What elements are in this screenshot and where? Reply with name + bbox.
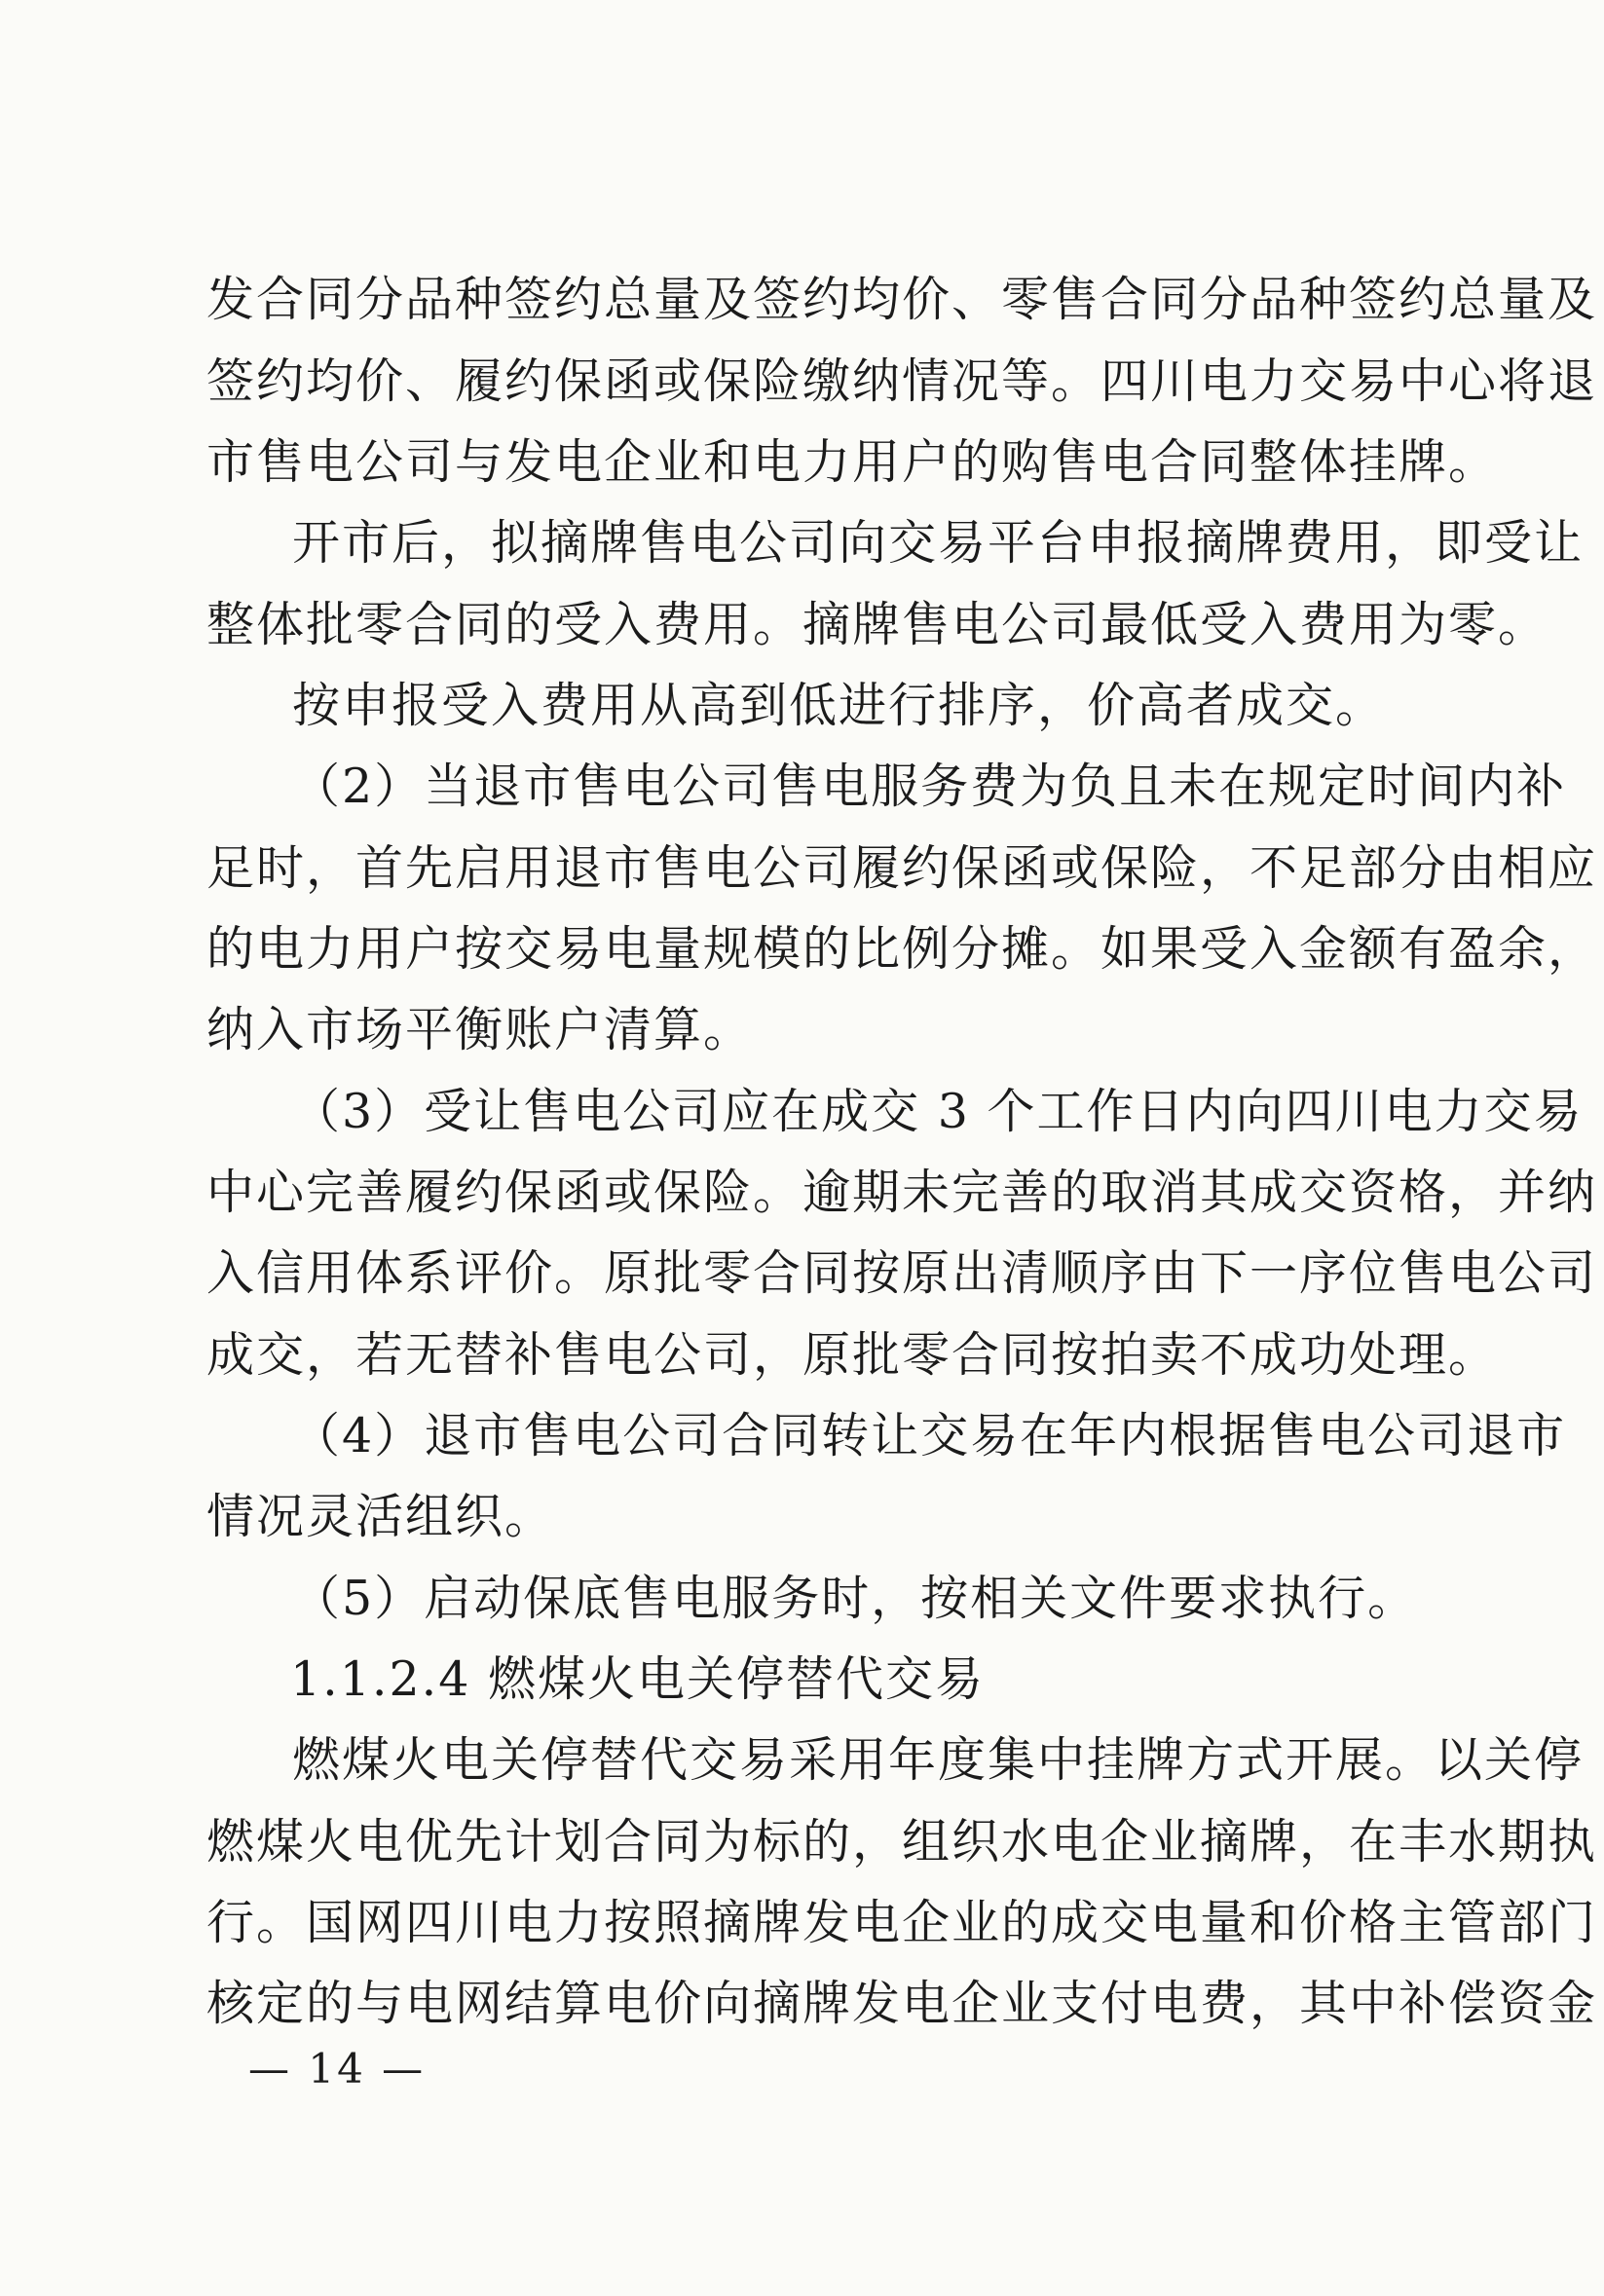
paragraph-line: 燃煤火电优先计划合同为标的，组织水电企业摘牌，在丰水期执 <box>206 1814 1598 1870</box>
paragraph-line: 的电力用户按交易电量规模的比例分摊。如果受入金额有盈余， <box>206 921 1598 977</box>
paragraph-line: 纳入市场平衡账户清算。 <box>206 1002 754 1057</box>
paragraph-line: 入信用体系评价。原批零合同按原出清顺序由下一序位售电公司 <box>206 1245 1598 1301</box>
paragraph-line: （3）受让售电公司应在成交 3 个工作日内向四川电力交易 <box>292 1084 1584 1139</box>
paragraph-line: （4）退市售电公司合同转让交易在年内根据售电公司退市 <box>292 1408 1567 1463</box>
paragraph-line: 成交，若无替补售电公司，原批零合同按拍卖不成功处理。 <box>206 1327 1499 1383</box>
paragraph-line: 足时，首先启用退市售电公司履约保函或保险，不足部分由相应 <box>206 840 1598 896</box>
page-number: — 14 — <box>248 2045 427 2092</box>
section-heading: 1.1.2.4 燃煤火电关停替代交易 <box>290 1651 986 1707</box>
paragraph-line: 燃煤火电关停替代交易采用年度集中挂牌方式开展。以关停 <box>292 1732 1585 1788</box>
paragraph-line: （5）启动保底售电服务时，按相关文件要求执行。 <box>292 1571 1418 1626</box>
paragraph-line: 整体批零合同的受入费用。摘牌售电公司最低受入费用为零。 <box>206 597 1548 652</box>
paragraph-line: 市售电公司与发电企业和电力用户的购售电合同整体挂牌。 <box>206 434 1499 490</box>
paragraph-line: 发合同分品种签约总量及签约均价、零售合同分品种签约总量及 <box>206 272 1598 327</box>
paragraph-line: 按申报受入费用从高到低进行排序，价高者成交。 <box>292 678 1386 733</box>
paragraph-line: 行。国网四川电力按照摘牌发电企业的成交电量和价格主管部门 <box>206 1895 1598 1950</box>
paragraph-line: 中心完善履约保函或保险。逾期未完善的取消其成交资格，并纳 <box>206 1165 1598 1220</box>
paragraph-line: 核定的与电网结算电价向摘牌发电企业支付电费，其中补偿资金 <box>206 1976 1598 2031</box>
paragraph-line: 情况灵活组织。 <box>206 1489 555 1544</box>
paragraph-line: 签约均价、履约保函或保险缴纳情况等。四川电力交易中心将退 <box>206 353 1598 409</box>
paragraph-line: 开市后，拟摘牌售电公司向交易平台申报摘牌费用，即受让 <box>292 515 1585 571</box>
paragraph-line: （2）当退市售电公司售电服务费为负且未在规定时间内补 <box>292 759 1567 814</box>
